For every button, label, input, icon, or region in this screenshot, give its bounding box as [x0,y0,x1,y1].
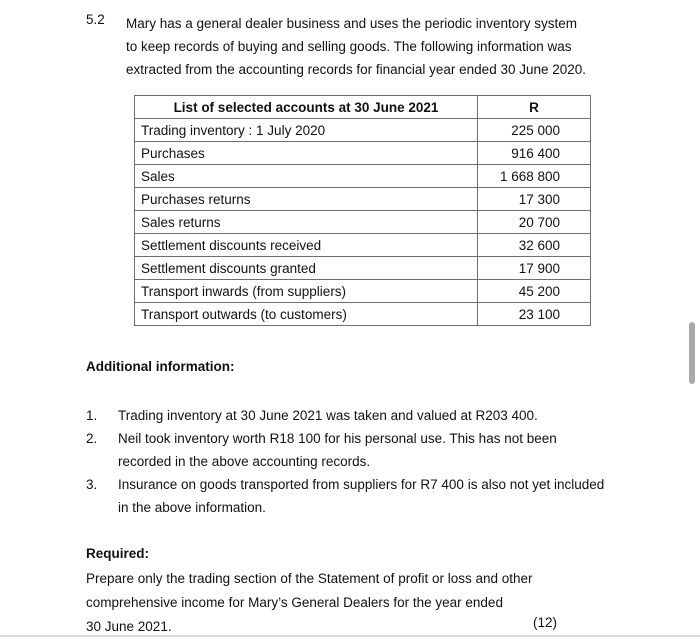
table-header-amount: R [478,96,591,119]
table-header-label: List of selected accounts at 30 June 2021 [135,96,478,119]
question-intro [126,12,616,81]
table-row [135,257,591,280]
item-line: Neil took inventory worth R18 100 for his personal use. This has not been [118,431,557,446]
account-name: Settlement discounts granted [135,257,478,280]
required-heading: Required: [86,546,150,561]
account-amount: 17 900 [478,257,591,280]
account-amount: 916 400 [478,142,591,165]
account-amount: 45 200 [478,280,591,303]
item-text [118,427,626,473]
item-number: 1. [86,408,98,423]
required-line: 30 June 2021. [86,619,172,634]
item-number: 2. [86,431,98,446]
required-line: comprehensive income for Mary’s General Dealers for the year ended [86,595,503,610]
question-number: 5.2 [86,12,105,27]
account-name: Settlement discounts received [135,234,478,257]
account-name: Sales returns [135,211,478,234]
table-row [135,280,591,303]
item-line: recorded in the above accounting records. [118,454,371,469]
item-line: Insurance on goods transported from suppliers for R7 400 is also not yet included [118,477,605,492]
account-name: Sales [135,165,478,188]
additional-info-list [86,404,626,519]
account-name: Purchases [135,142,478,165]
account-amount: 23 100 [478,303,591,326]
account-name: Purchases returns [135,188,478,211]
item-text [118,473,626,519]
marks-allocation: (12) [533,615,558,630]
account-amount: 17 300 [478,188,591,211]
account-amount: 225 000 [478,119,591,142]
required-text [86,567,533,639]
account-amount: 20 700 [478,211,591,234]
table-row [135,188,591,211]
intro-line: extracted from the accounting records for financial year ended 30 June 2020. [126,62,587,77]
list-item [86,473,626,519]
account-amount: 32 600 [478,234,591,257]
table-row [135,303,591,326]
table-header-row [135,96,591,119]
item-text [118,404,626,427]
vertical-scrollbar[interactable] [689,322,695,384]
table-row [135,234,591,257]
intro-line: Mary has a general dealer business and uses the periodic inventory system [126,16,577,31]
account-name: Trading inventory : 1 July 2020 [135,119,478,142]
required-line: Prepare only the trading section of the Statement of profit or loss and other [86,571,533,586]
table-row [135,119,591,142]
list-item [86,404,626,427]
additional-info-heading: Additional information: [86,359,235,374]
item-line: in the above information. [118,500,266,515]
account-name: Transport outwards (to customers) [135,303,478,326]
account-name: Transport inwards (from suppliers) [135,280,478,303]
table-row [135,142,591,165]
intro-line: to keep records of buying and selling goods. The following information was [126,39,572,54]
item-line: Trading inventory at 30 June 2021 was taken and valued at R203 400. [118,408,538,423]
list-item [86,427,626,473]
table-row [135,165,591,188]
account-amount: 1 668 800 [478,165,591,188]
table-row [135,211,591,234]
accounts-table [134,95,591,326]
item-number: 3. [86,477,98,492]
